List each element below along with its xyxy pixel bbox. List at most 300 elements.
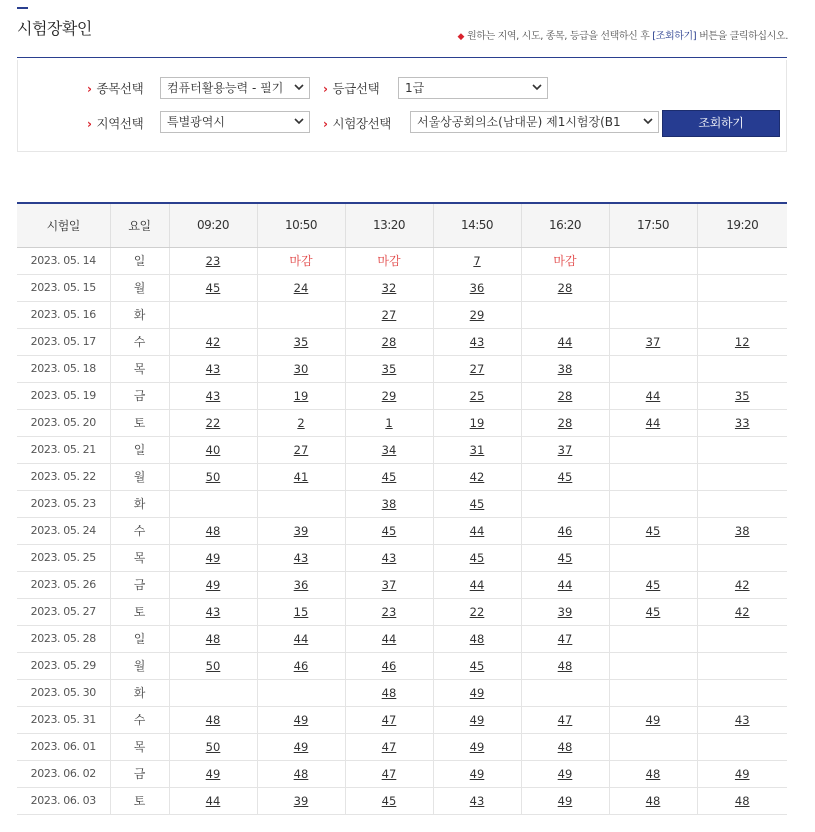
- table-row: [17, 301, 787, 328]
- seats-link[interactable]: 46: [293, 658, 309, 673]
- date-cell: 2023. 05. 26: [17, 571, 110, 598]
- table-row: [17, 760, 787, 787]
- seats-link[interactable]: 43: [293, 550, 309, 565]
- date-cell: 2023. 05. 24: [17, 517, 110, 544]
- seats-link[interactable]: 49: [205, 766, 221, 781]
- seats-link[interactable]: 44: [469, 523, 485, 538]
- slot-cell: [257, 436, 345, 463]
- seats-link[interactable]: 45: [557, 469, 573, 484]
- seats-link[interactable]: 15: [293, 604, 309, 619]
- chevron-down-icon: [642, 112, 654, 132]
- slot-cell: [169, 409, 257, 436]
- seats-link[interactable]: 22: [205, 415, 221, 430]
- slot-cell: [257, 787, 345, 814]
- weekday-cell: 월: [110, 463, 169, 490]
- date-cell: 2023. 05. 22: [17, 463, 110, 490]
- weekday-cell: 일: [110, 436, 169, 463]
- seats-link[interactable]: 12: [734, 334, 750, 349]
- header-day: 요일: [110, 203, 169, 247]
- slot-cell: [257, 571, 345, 598]
- seats-link[interactable]: 43: [469, 793, 485, 808]
- slot-cell: [345, 436, 433, 463]
- table-row: [17, 517, 787, 544]
- slot-cell: [697, 706, 787, 733]
- chevron-down-icon: [293, 78, 305, 98]
- seats-link[interactable]: 48: [645, 766, 661, 781]
- slot-cell: [169, 787, 257, 814]
- date-cell: 2023. 06. 03: [17, 787, 110, 814]
- seats-link[interactable]: 49: [557, 766, 573, 781]
- slot-cell: [169, 355, 257, 382]
- slot-cell: [169, 247, 257, 274]
- slot-cell: [345, 787, 433, 814]
- slot-cell: [697, 652, 787, 679]
- seats-link[interactable]: 19: [469, 415, 485, 430]
- seats-link[interactable]: 47: [381, 712, 397, 727]
- slot-cell: [433, 760, 521, 787]
- seats-link[interactable]: 49: [205, 550, 221, 565]
- seats-link[interactable]: 41: [293, 469, 309, 484]
- slot-cell: [697, 463, 787, 490]
- slot-cell: [345, 679, 433, 706]
- seats-link[interactable]: 49: [645, 712, 661, 727]
- notice-post: 버튼을 클릭하십시오.: [696, 31, 788, 42]
- seats-link[interactable]: 45: [469, 550, 485, 565]
- slot-cell: [521, 598, 609, 625]
- seats-link[interactable]: 43: [205, 361, 221, 376]
- subject-select[interactable]: [160, 77, 310, 99]
- table-row: [17, 625, 787, 652]
- weekday-cell: 월: [110, 652, 169, 679]
- slot-cell: [697, 571, 787, 598]
- slot-cell: [345, 301, 433, 328]
- slot-cell: [257, 679, 345, 706]
- slot-cell: [609, 517, 697, 544]
- seats-link[interactable]: 50: [205, 469, 221, 484]
- slot-cell: [257, 328, 345, 355]
- slot-cell: [609, 787, 697, 814]
- seats-link[interactable]: 39: [293, 523, 309, 538]
- slot-cell: [345, 409, 433, 436]
- slot-cell: [609, 625, 697, 652]
- slot-cell: [257, 598, 345, 625]
- slot-cell: [257, 652, 345, 679]
- seats-link[interactable]: 29: [469, 307, 485, 322]
- seats-link[interactable]: 48: [205, 631, 221, 646]
- table-row: [17, 598, 787, 625]
- grade-select[interactable]: [398, 77, 548, 99]
- seats-link[interactable]: 22: [469, 604, 485, 619]
- seats-link[interactable]: 39: [557, 604, 573, 619]
- seats-link[interactable]: 28: [557, 388, 573, 403]
- seats-link[interactable]: 24: [293, 280, 309, 295]
- seats-link[interactable]: 44: [557, 334, 573, 349]
- table-row: [17, 733, 787, 760]
- slot-cell: [433, 301, 521, 328]
- slot-cell: [433, 787, 521, 814]
- slot-cell: [697, 247, 787, 274]
- date-cell: 2023. 05. 16: [17, 301, 110, 328]
- seats-link[interactable]: 38: [381, 496, 397, 511]
- date-cell: 2023. 05. 29: [17, 652, 110, 679]
- slot-cell: [609, 706, 697, 733]
- seats-link[interactable]: 43: [205, 604, 221, 619]
- slot-cell: [521, 733, 609, 760]
- diamond-icon: ◆: [457, 32, 465, 42]
- seats-link[interactable]: 43: [205, 388, 221, 403]
- slot-cell: [433, 571, 521, 598]
- weekday-cell: 토: [110, 409, 169, 436]
- seats-link[interactable]: 32: [381, 280, 397, 295]
- weekday-cell: 화: [110, 301, 169, 328]
- title-accent-bar: [17, 7, 28, 9]
- seats-link[interactable]: 48: [205, 712, 221, 727]
- slot-cell: [521, 355, 609, 382]
- seats-link[interactable]: 1: [385, 415, 393, 430]
- subject-label: [87, 79, 143, 97]
- seats-link[interactable]: 49: [293, 712, 309, 727]
- slot-cell: [257, 517, 345, 544]
- chevron-down-icon: [293, 112, 305, 132]
- seats-link[interactable]: 49: [469, 685, 485, 700]
- seats-link[interactable]: 28: [381, 334, 397, 349]
- weekday-cell: 월: [110, 274, 169, 301]
- seats-link[interactable]: 48: [469, 631, 485, 646]
- slot-cell: [169, 382, 257, 409]
- slot-cell: [433, 436, 521, 463]
- table-row: [17, 490, 787, 517]
- date-cell: 2023. 05. 23: [17, 490, 110, 517]
- slot-cell: [609, 760, 697, 787]
- slot-cell: [169, 706, 257, 733]
- seats-link[interactable]: 49: [205, 577, 221, 592]
- seats-link[interactable]: 43: [734, 712, 750, 727]
- slot-cell: [169, 517, 257, 544]
- seats-link[interactable]: 25: [469, 388, 485, 403]
- table-header-row: [17, 203, 787, 247]
- seats-link[interactable]: 45: [469, 658, 485, 673]
- seats-link[interactable]: 36: [293, 577, 309, 592]
- chevron-right-icon: ›: [87, 117, 92, 131]
- slot-cell: [433, 652, 521, 679]
- slot-cell: [345, 652, 433, 679]
- slot-cell: [169, 625, 257, 652]
- slot-cell: [169, 436, 257, 463]
- weekday-cell: 토: [110, 598, 169, 625]
- slot-cell: [521, 463, 609, 490]
- seats-link[interactable]: 48: [557, 739, 573, 754]
- header-time: 14:50: [433, 203, 521, 247]
- slot-cell: [521, 436, 609, 463]
- slot-cell: [609, 328, 697, 355]
- weekday-cell: 화: [110, 679, 169, 706]
- slot-cell: [433, 598, 521, 625]
- slot-cell: [609, 598, 697, 625]
- seats-link[interactable]: 33: [734, 415, 750, 430]
- seats-link[interactable]: 47: [557, 631, 573, 646]
- slot-cell: [257, 274, 345, 301]
- slot-cell: [697, 517, 787, 544]
- seats-link[interactable]: 49: [469, 739, 485, 754]
- slot-cell: [345, 382, 433, 409]
- weekday-cell: 목: [110, 733, 169, 760]
- table-row: [17, 274, 787, 301]
- slot-cell: [521, 247, 609, 274]
- slot-cell: [697, 490, 787, 517]
- seats-link[interactable]: 23: [205, 253, 221, 268]
- slot-cell: [521, 328, 609, 355]
- slot-cell: [609, 463, 697, 490]
- slot-cell: [521, 625, 609, 652]
- seats-link[interactable]: 38: [557, 361, 573, 376]
- weekday-cell: 금: [110, 760, 169, 787]
- date-cell: 2023. 05. 20: [17, 409, 110, 436]
- seats-link[interactable]: 44: [645, 388, 661, 403]
- seats-link[interactable]: 45: [381, 469, 397, 484]
- seats-link[interactable]: 29: [381, 388, 397, 403]
- seats-link[interactable]: 47: [381, 766, 397, 781]
- seats-link[interactable]: 28: [557, 415, 573, 430]
- slot-cell: [433, 490, 521, 517]
- slot-cell: [521, 274, 609, 301]
- seats-link[interactable]: 49: [293, 739, 309, 754]
- chevron-down-icon: [531, 78, 543, 98]
- weekday-cell: 수: [110, 517, 169, 544]
- slot-cell: [697, 679, 787, 706]
- seats-link[interactable]: 48: [205, 523, 221, 538]
- seats-link[interactable]: 27: [381, 307, 397, 322]
- slot-cell: [521, 517, 609, 544]
- seats-link[interactable]: 45: [645, 523, 661, 538]
- seats-link[interactable]: 44: [293, 631, 309, 646]
- slot-cell: [521, 652, 609, 679]
- seats-link[interactable]: 45: [381, 523, 397, 538]
- site-label: [323, 114, 391, 132]
- seats-link[interactable]: 45: [469, 496, 485, 511]
- seats-link[interactable]: 45: [557, 550, 573, 565]
- slot-cell: [169, 328, 257, 355]
- grade-label-text: 등급선택: [332, 81, 380, 96]
- seats-link[interactable]: 35: [734, 388, 750, 403]
- region-select[interactable]: [160, 111, 310, 133]
- slot-cell: [697, 328, 787, 355]
- table-row: [17, 328, 787, 355]
- slot-cell: [257, 301, 345, 328]
- weekday-cell: 금: [110, 382, 169, 409]
- slot-cell: [697, 436, 787, 463]
- slot-cell: [609, 382, 697, 409]
- slot-cell: [697, 598, 787, 625]
- seats-link[interactable]: 43: [381, 550, 397, 565]
- slot-cell: [433, 544, 521, 571]
- seats-link[interactable]: 2: [297, 415, 305, 430]
- slot-cell: [345, 571, 433, 598]
- seats-link[interactable]: 49: [469, 766, 485, 781]
- slot-cell: [697, 625, 787, 652]
- slot-cell: [433, 733, 521, 760]
- schedule-table: [17, 202, 787, 815]
- seats-link[interactable]: 47: [557, 712, 573, 727]
- seats-link[interactable]: 28: [557, 280, 573, 295]
- date-cell: 2023. 05. 30: [17, 679, 110, 706]
- seats-link[interactable]: 44: [557, 577, 573, 592]
- table-row: [17, 355, 787, 382]
- chevron-right-icon: ›: [87, 82, 92, 96]
- header-time: 09:20: [169, 203, 257, 247]
- slot-cell: [257, 247, 345, 274]
- seats-link[interactable]: 50: [205, 739, 221, 754]
- slot-cell: [609, 274, 697, 301]
- seats-link[interactable]: 27: [469, 361, 485, 376]
- slot-cell: [521, 787, 609, 814]
- slot-cell: [345, 706, 433, 733]
- seats-link[interactable]: 42: [205, 334, 221, 349]
- header-time: 16:20: [521, 203, 609, 247]
- seats-link[interactable]: 19: [293, 388, 309, 403]
- slot-cell: [609, 652, 697, 679]
- seats-link[interactable]: 35: [293, 334, 309, 349]
- date-cell: 2023. 05. 18: [17, 355, 110, 382]
- page-title: 시험장확인: [17, 19, 92, 38]
- seats-link[interactable]: 44: [381, 631, 397, 646]
- header-date: 시험일: [17, 203, 110, 247]
- slot-cell: [521, 490, 609, 517]
- slot-cell: [609, 571, 697, 598]
- seats-link[interactable]: 30: [293, 361, 309, 376]
- slot-cell: [169, 301, 257, 328]
- slot-cell: [433, 409, 521, 436]
- site-select[interactable]: [410, 111, 659, 133]
- seats-link[interactable]: 44: [469, 577, 485, 592]
- slot-cell: [257, 409, 345, 436]
- seats-link[interactable]: 46: [557, 523, 573, 538]
- seats-link[interactable]: 50: [205, 658, 221, 673]
- seats-link[interactable]: 42: [734, 577, 750, 592]
- seats-link[interactable]: 43: [469, 334, 485, 349]
- table-row: [17, 787, 787, 814]
- date-cell: 2023. 05. 28: [17, 625, 110, 652]
- table-row: [17, 571, 787, 598]
- closed-label: 마감: [289, 254, 313, 268]
- seats-link[interactable]: 48: [557, 658, 573, 673]
- slot-cell: [609, 247, 697, 274]
- table-row: [17, 247, 787, 274]
- subject-label-text: 종목선택: [96, 81, 144, 96]
- slot-cell: [345, 463, 433, 490]
- slot-cell: [345, 274, 433, 301]
- seats-link[interactable]: 23: [381, 604, 397, 619]
- seats-link[interactable]: 48: [381, 685, 397, 700]
- date-cell: 2023. 06. 01: [17, 733, 110, 760]
- seats-link[interactable]: 45: [645, 604, 661, 619]
- search-button[interactable]: 조회하기: [662, 110, 780, 137]
- slot-cell: [697, 544, 787, 571]
- seats-link[interactable]: 36: [469, 280, 485, 295]
- seats-link[interactable]: 44: [205, 793, 221, 808]
- slot-cell: [521, 706, 609, 733]
- slot-cell: [169, 544, 257, 571]
- seats-link[interactable]: 37: [381, 577, 397, 592]
- slot-cell: [433, 517, 521, 544]
- slot-cell: [433, 355, 521, 382]
- slot-cell: [257, 625, 345, 652]
- seats-link[interactable]: 44: [645, 415, 661, 430]
- seats-link[interactable]: 34: [381, 442, 397, 457]
- seats-link[interactable]: 7: [473, 253, 481, 268]
- slot-cell: [697, 787, 787, 814]
- seats-link[interactable]: 31: [469, 442, 485, 457]
- header-time: 17:50: [609, 203, 697, 247]
- weekday-cell: 수: [110, 328, 169, 355]
- slot-cell: [697, 301, 787, 328]
- seats-link[interactable]: 45: [205, 280, 221, 295]
- seats-link[interactable]: 49: [557, 793, 573, 808]
- slot-cell: [257, 463, 345, 490]
- table-row: [17, 436, 787, 463]
- slot-cell: [345, 490, 433, 517]
- seats-link[interactable]: 49: [734, 766, 750, 781]
- seats-link[interactable]: 48: [734, 793, 750, 808]
- seats-link[interactable]: 46: [381, 658, 397, 673]
- seats-link[interactable]: 48: [293, 766, 309, 781]
- seats-link[interactable]: 39: [293, 793, 309, 808]
- slot-cell: [609, 679, 697, 706]
- table-row: [17, 382, 787, 409]
- seats-link[interactable]: 40: [205, 442, 221, 457]
- seats-link[interactable]: 35: [381, 361, 397, 376]
- seats-link[interactable]: 49: [469, 712, 485, 727]
- region-select-value: 특별광역시: [167, 115, 225, 129]
- weekday-cell: 화: [110, 490, 169, 517]
- slot-cell: [521, 571, 609, 598]
- header-time: 19:20: [697, 203, 787, 247]
- seats-link[interactable]: 37: [557, 442, 573, 457]
- seats-link[interactable]: 38: [734, 523, 750, 538]
- seats-link[interactable]: 42: [469, 469, 485, 484]
- slot-cell: [433, 247, 521, 274]
- seats-link[interactable]: 42: [734, 604, 750, 619]
- table-row: [17, 679, 787, 706]
- seats-link[interactable]: 47: [381, 739, 397, 754]
- table-row: [17, 544, 787, 571]
- seats-link[interactable]: 48: [645, 793, 661, 808]
- table-row: [17, 706, 787, 733]
- seats-link[interactable]: 45: [645, 577, 661, 592]
- search-panel: [17, 60, 787, 152]
- region-label: [87, 114, 143, 132]
- seats-link[interactable]: 37: [645, 334, 661, 349]
- slot-cell: [609, 490, 697, 517]
- slot-cell: [169, 679, 257, 706]
- grade-select-value: 1급: [405, 81, 425, 95]
- slot-cell: [169, 760, 257, 787]
- slot-cell: [697, 733, 787, 760]
- seats-link[interactable]: 45: [381, 793, 397, 808]
- notice-text: [458, 27, 788, 42]
- date-cell: 2023. 05. 14: [17, 247, 110, 274]
- slot-cell: [257, 544, 345, 571]
- seats-link[interactable]: 27: [293, 442, 309, 457]
- table-row: [17, 409, 787, 436]
- slot-cell: [169, 571, 257, 598]
- notice-link: [조회하기]: [652, 31, 697, 42]
- weekday-cell: 일: [110, 247, 169, 274]
- slot-cell: [521, 301, 609, 328]
- date-cell: 2023. 05. 25: [17, 544, 110, 571]
- date-cell: 2023. 05. 31: [17, 706, 110, 733]
- slot-cell: [257, 760, 345, 787]
- weekday-cell: 금: [110, 571, 169, 598]
